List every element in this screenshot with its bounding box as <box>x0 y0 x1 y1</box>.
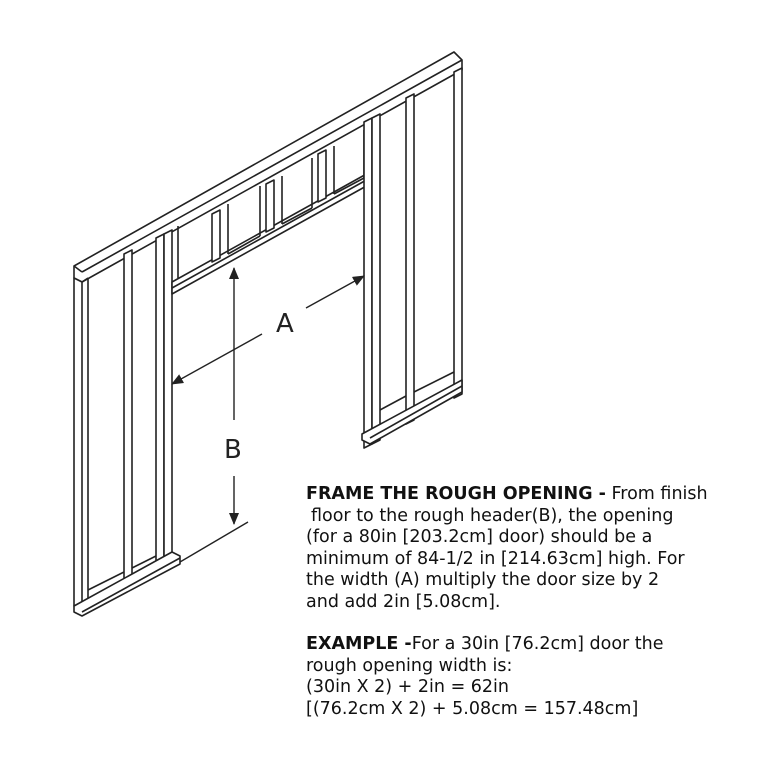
frame-paragraph <box>306 484 746 613</box>
example-line-3: (30in X 2) + 2in = 62in <box>306 677 510 697</box>
left-king-stud <box>124 250 132 588</box>
frame-line-6: and add 2in [5.08cm]. <box>306 591 501 612</box>
example-line-4: [(76.2cm X 2) + 5.08cm = 157.48cm] <box>306 698 639 719</box>
frame-line-1: From finish <box>611 484 708 504</box>
frame-line-3: (for a 80in [203.2cm] door) should be a <box>306 527 653 547</box>
left-trimmer-stud <box>164 230 172 566</box>
dimension-a <box>172 276 364 384</box>
frame-line-5: the width (A) multiply the door size by 2 <box>306 570 660 590</box>
top-plate <box>74 52 462 282</box>
dimension-b <box>180 268 248 562</box>
frame-line-4: minimum of 84-1/2 in [214.63cm] high. For <box>306 548 685 569</box>
instructions-text <box>306 484 746 720</box>
frame-line-2: floor to the rough header(B), the opening <box>311 505 674 526</box>
right-end-stud <box>454 68 462 398</box>
example-paragraph <box>306 634 746 720</box>
example-line-1: For a 30in [76.2cm] door the <box>411 634 664 654</box>
cripple-stud-1 <box>212 210 220 262</box>
dimension-b-extension <box>180 522 248 562</box>
dimension-a-arrow-left <box>172 334 262 384</box>
example-heading: EXAMPLE - <box>306 634 412 654</box>
cripple-stud-3 <box>318 150 326 202</box>
example-line-2: rough opening width is: <box>306 655 513 676</box>
dimension-a-arrow-right <box>306 276 364 308</box>
right-jack-stud <box>372 114 380 444</box>
cripple-stud-2 <box>266 180 274 232</box>
right-trimmer-stud <box>364 118 372 448</box>
dimension-b-label: B <box>224 435 242 465</box>
frame-heading: FRAME THE ROUGH OPENING - <box>306 484 606 504</box>
right-king-stud <box>406 94 414 424</box>
left-jack-stud <box>156 234 164 570</box>
dimension-a-label: A <box>276 309 294 339</box>
left-end-stud <box>74 278 82 612</box>
